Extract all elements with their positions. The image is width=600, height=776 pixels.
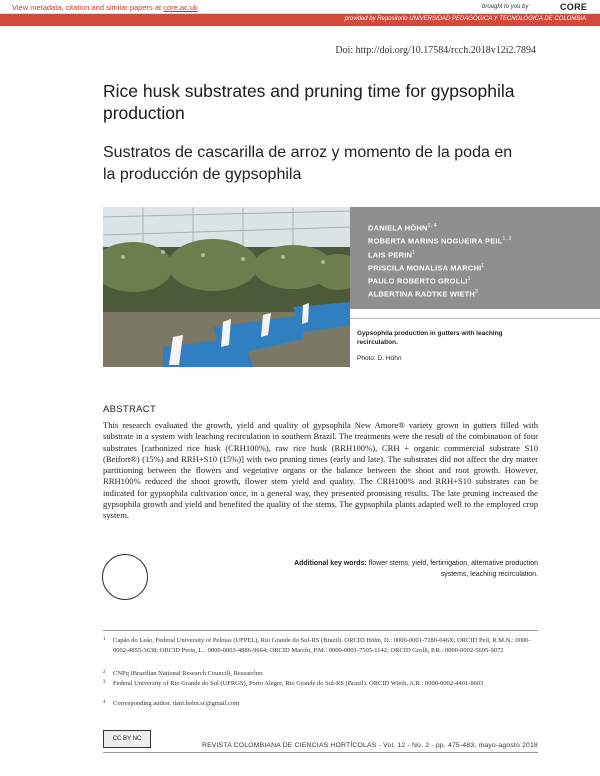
keywords: Additional key words: flower stems, yield, fertirrigation, alternative production systems, leaching recirculation. <box>294 560 538 578</box>
author-3: LAIS PERIN$^1$ <box>368 250 416 260</box>
author-6: ALBERTINA RADTKE WIETH$^3$ <box>368 289 479 299</box>
cc-license-icon[interactable]: CC BY NC <box>103 730 151 748</box>
author-1: DANIELA HÖHN$^{1, 4}$ <box>368 223 437 233</box>
journal-footer: REVISTA COLOMBIANA DE CIENCIAS HORTÍCOLAS - Vol. 12 - No. 2 - pp. 475-483, mayo-agosto 2018 <box>201 742 538 749</box>
footnote-4: 4 Corresponding author. dani.hohn.sc@gmail.com <box>103 700 240 707</box>
photo-caption: Gypsophila production in gutters with leaching recirculation. <box>357 330 503 346</box>
author-4: PRISCILA MONALISA MARCHI$^1$ <box>368 263 485 273</box>
decorative-circle-icon <box>102 554 148 600</box>
footnote-1: 1 Capão do Leão, Federal University of Pelotas (UFPEL), Rio Grande do Sul-RS (Brazil). ORCID Höhn, D.: 0000-0001-7280-046X; ORCID Peil, R.M.N.: 0000-0002-4855-3638; ORCID Perin, L.: 0000-0003-4886-9664; ORCID Marchi, P.M.: 0000-0001-7505-1142; ORCID Grolli, P.R.: 0000-0002-5695-9072 <box>103 637 531 654</box>
author-2: ROBERTA MARINS NOGUEIRA PEIL$^{1, 2}$ <box>368 236 512 246</box>
author-5: PAULO ROBERTO GROLLI$^1$ <box>368 276 471 286</box>
core-metadata-link[interactable]: View metadata, citation and similar papers at core.ac.uk <box>12 3 198 12</box>
title-spanish: Sustratos de cascarilla de arroz y momento de la poda en la producción de gypsophila <box>103 144 513 183</box>
footnote-2: 2 CNPq (Brazilian National Research Council), Researcher. <box>103 670 264 677</box>
photo-credit: Photo: D. Höhn <box>357 355 402 362</box>
footer-rule <box>103 752 538 753</box>
abstract-text: This research evaluated the growth, yield and quality of gypsophila New Amore® variety grown in gutters filled with substrate in a system with leaching recirculation in southern Brazil. The treatments were the result of the combination of four substrates [carbonized rice husk (CRH100%), raw rice husk (RRH100%), CRH + organic commercial substrate S10 (Beifort®) (15%) and RRH+S10 (15%)] with two pruning times (early and late). The substrates did not affect the dry matter partitioning between the flowers and vegetative organs or the balance between the shoot and root growth. However, RRH100% reduced the shoot growth, flower stem yield and quality. The CRH100% and RRH+S10 substrates can be indicated for gypsophila cultivation once, in a general way, they presented promising results. The late pruning increased the gypsophila growth and yield and benefited the quality of the stems. The gypsophila plants adapted well to the employed crop system. <box>103 420 538 521</box>
provider-banner: provided by Repositorio UNIVERSIDAD PEDAGÓGICA Y TECNOLÓGICA DE COLOMBIA <box>0 14 600 26</box>
title-english: Rice husk substrates and pruning time for gypsophila production <box>103 81 515 123</box>
greenhouse-photo <box>103 207 350 367</box>
doi[interactable]: Doi: http://doi.org/10.17584/rcch.2018v12i2.7894 <box>335 45 536 56</box>
footnote-rule <box>103 630 538 631</box>
brought-to-you-text: brought to you by <box>482 4 529 10</box>
footnote-3: 3 Federal University of Rio Grande do Sul (UFRGS), Porto Alegre, Rio Grande do Sul-RS (Brazil). ORCID Wieth, A.R.: 0000-0002-4401-8603 <box>103 680 484 687</box>
abstract-heading: ABSTRACT <box>103 404 157 415</box>
core-logo[interactable]: CORE <box>560 2 588 12</box>
